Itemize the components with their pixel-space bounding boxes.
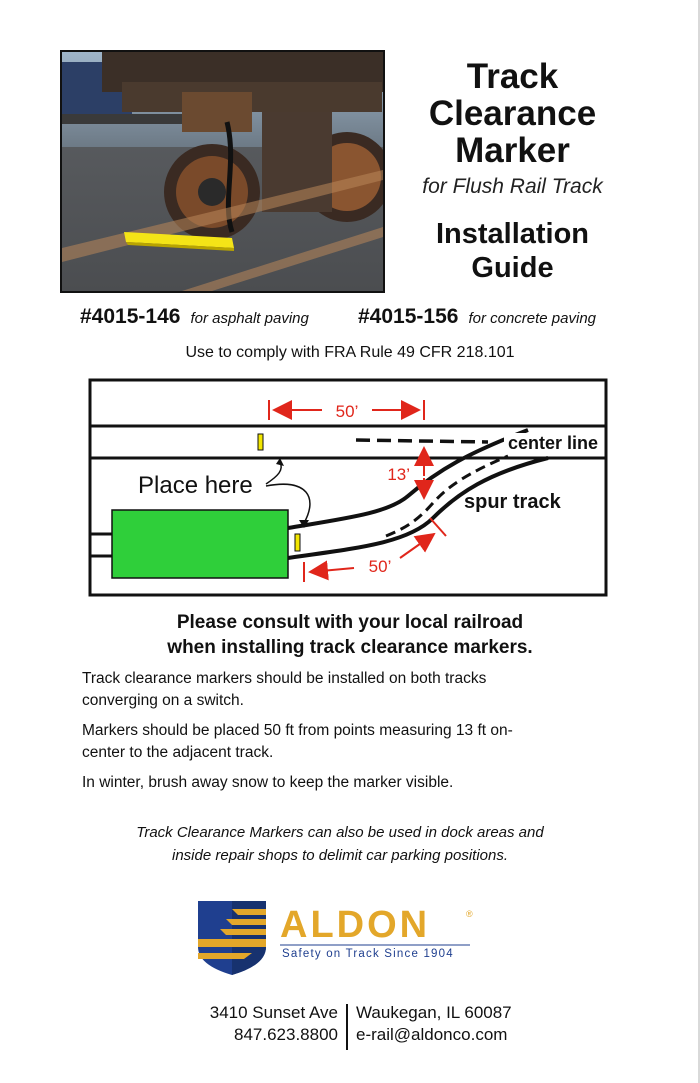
- usage-note: [110, 821, 570, 867]
- instructions: [82, 668, 552, 802]
- registered-mark: ®: [466, 909, 473, 919]
- shield-icon: [198, 901, 266, 975]
- part-use: for concrete paving: [468, 310, 597, 327]
- address-right: [356, 1002, 512, 1046]
- fra-rule: Use to comply with FRA Rule 49 CFR 218.101: [185, 344, 515, 361]
- part-number: #4015-146: [80, 305, 181, 328]
- instruction-paragraph: In winter, brush away snow to keep the marker visible.: [82, 774, 454, 791]
- dimension-arrow: [400, 534, 434, 558]
- dimension-arrow: [310, 568, 354, 572]
- track-diagram: [88, 378, 610, 605]
- center-line-label: center line: [508, 433, 599, 453]
- subtitle: for Flush Rail Track: [422, 175, 603, 198]
- address-left: [210, 1002, 338, 1046]
- spur-track-label: spur track: [464, 491, 561, 513]
- note-line: inside repair shops to delimit car parking positions.: [172, 847, 508, 864]
- clearance-marker: [295, 534, 300, 551]
- title-line: Track: [466, 57, 559, 96]
- guide-line: Installation: [435, 218, 590, 250]
- title-block: [405, 58, 620, 285]
- address-divider: [346, 1004, 348, 1050]
- railcar-wheel-photo: [60, 50, 385, 293]
- clearance-marker: [258, 434, 263, 450]
- distance-top-label: 50’: [335, 402, 359, 421]
- part-number: #4015-156: [358, 305, 459, 328]
- pointer-line: [266, 462, 281, 484]
- consult-line: Please consult with your local railroad: [176, 612, 524, 633]
- center-line: [356, 440, 488, 442]
- consult-heading: [0, 610, 700, 660]
- railcar-block: [112, 510, 288, 578]
- instruction-paragraph: Markers should be placed 50 ft from points measuring 13 ft on-center to the adjacent track.: [82, 722, 513, 761]
- email-link[interactable]: e-rail@aldonco.com: [356, 1025, 508, 1044]
- dimension-tick: [430, 518, 446, 536]
- part-use: for asphalt paving: [190, 310, 309, 327]
- place-here-label: Place here: [138, 472, 253, 499]
- aldon-logo: [192, 895, 492, 982]
- logo-wordmark: ALDON: [280, 904, 431, 946]
- logo-tagline: Safety on Track Since 1904: [282, 948, 454, 960]
- note-line: Track Clearance Markers can also be used in dock areas and: [136, 824, 544, 841]
- part-concrete: [358, 305, 596, 329]
- instruction-paragraph: Track clearance markers should be installed on both tracks converging on a switch.: [82, 670, 487, 709]
- spacing-label: 13’: [387, 465, 410, 484]
- consult-line: when installing track clearance markers.: [167, 637, 533, 658]
- part-numbers: [80, 305, 640, 333]
- street-address: 3410 Sunset Ave: [209, 1003, 338, 1022]
- guide-heading: [405, 217, 620, 285]
- part-asphalt: [80, 305, 309, 329]
- phone-number: 847.623.8800: [234, 1025, 338, 1044]
- title-line: Marker: [455, 131, 570, 170]
- page-title: [405, 58, 620, 169]
- distance-bottom-label: 50’: [368, 557, 392, 576]
- title-line: Clearance: [428, 94, 597, 133]
- city-state-zip: Waukegan, IL 60087: [356, 1003, 512, 1022]
- guide-line: Guide: [471, 252, 554, 284]
